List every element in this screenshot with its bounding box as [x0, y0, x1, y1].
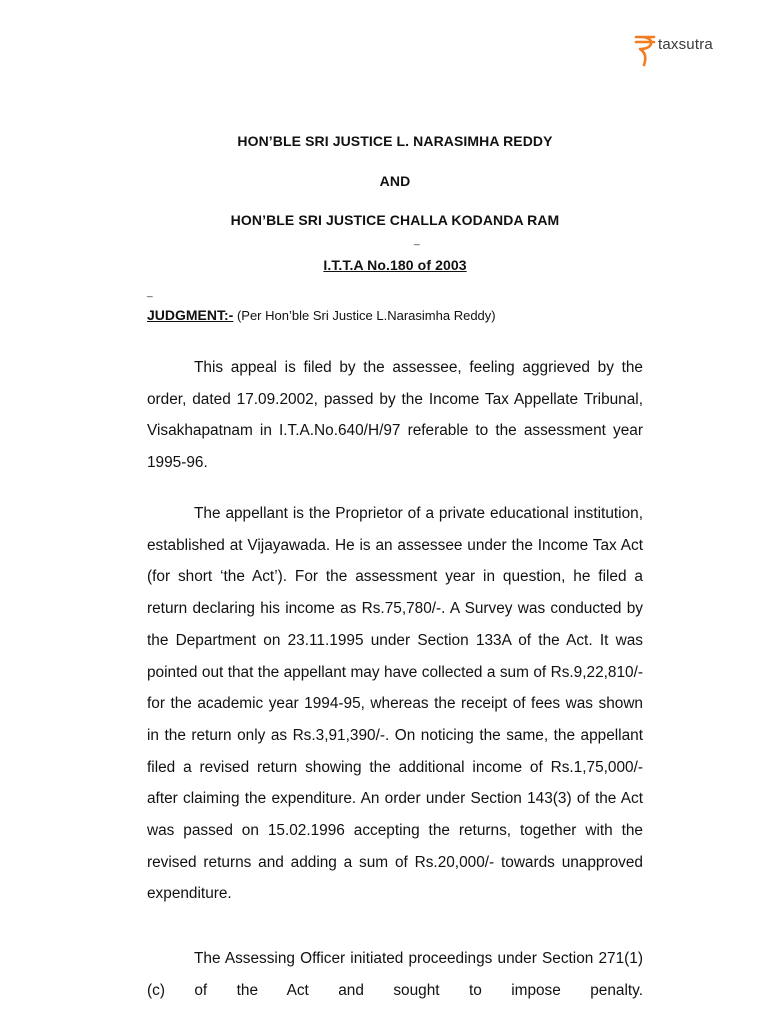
taxsutra-logo: [634, 32, 713, 68]
case-number: I.T.T.A No.180 of 2003: [323, 257, 467, 273]
rupee-logo-icon: [634, 32, 656, 68]
judge-1-title: HON’BLE SRI JUSTICE L. NARASIMHA REDDY: [237, 133, 553, 149]
paragraph-2: The appellant is the Proprietor of a private educational institution, established at Vijayawada. He is an assessee under the Income Tax Act (for short ‘the Act’). For the assessment year in question, he filed a return declaring his income as Rs.75,780/-. A Survey was conducted by the Department on 23.11.1995 under Section 133A of the Act. It was pointed out that the appellant may have collected a sum of Rs.9,22,810/- for the academic year 1994-95, whereas the receipt of fees was shown in the return only as Rs.3,91,390/-. On noticing the same, the appellant filed a revised return showing the additional income of Rs.1,75,000/- after claiming the expenditure. An order under Section 143(3) of the Act was passed on 15.02.1996 accepting the returns, together with the revised returns and adding a sum of Rs.20,000/- towards unapproved expenditure.: [147, 505, 643, 903]
judge-2-title: HON’BLE SRI JUSTICE CHALLA KODANDA RAM: [230, 212, 560, 228]
conjunction-and: AND: [379, 173, 411, 189]
brand-name: taxsutra: [658, 35, 713, 53]
paragraph-1: This appeal is filed by the assessee, feeling aggrieved by the order, dated 17.09.2002, passed by the Income Tax Appellate Tribunal, Visakhapatnam in I.T.A.No.640/H/97 referable to the assessment year 1995-96.: [147, 359, 643, 472]
judgment-label: JUDGMENT:-: [147, 307, 234, 323]
judgment-per: (Per Hon’ble Sri Justice L.Narasimha Reddy): [233, 308, 496, 323]
case-number-line: [0, 257, 770, 273]
judgment-heading: [147, 307, 496, 323]
separator-dash: _: [414, 235, 420, 246]
paragraph-3: The Assessing Officer initiated proceedings under Section 271(1) (c) of the Act and sought to impose penalty.: [147, 950, 643, 999]
separator-dash-2: _: [147, 287, 153, 298]
